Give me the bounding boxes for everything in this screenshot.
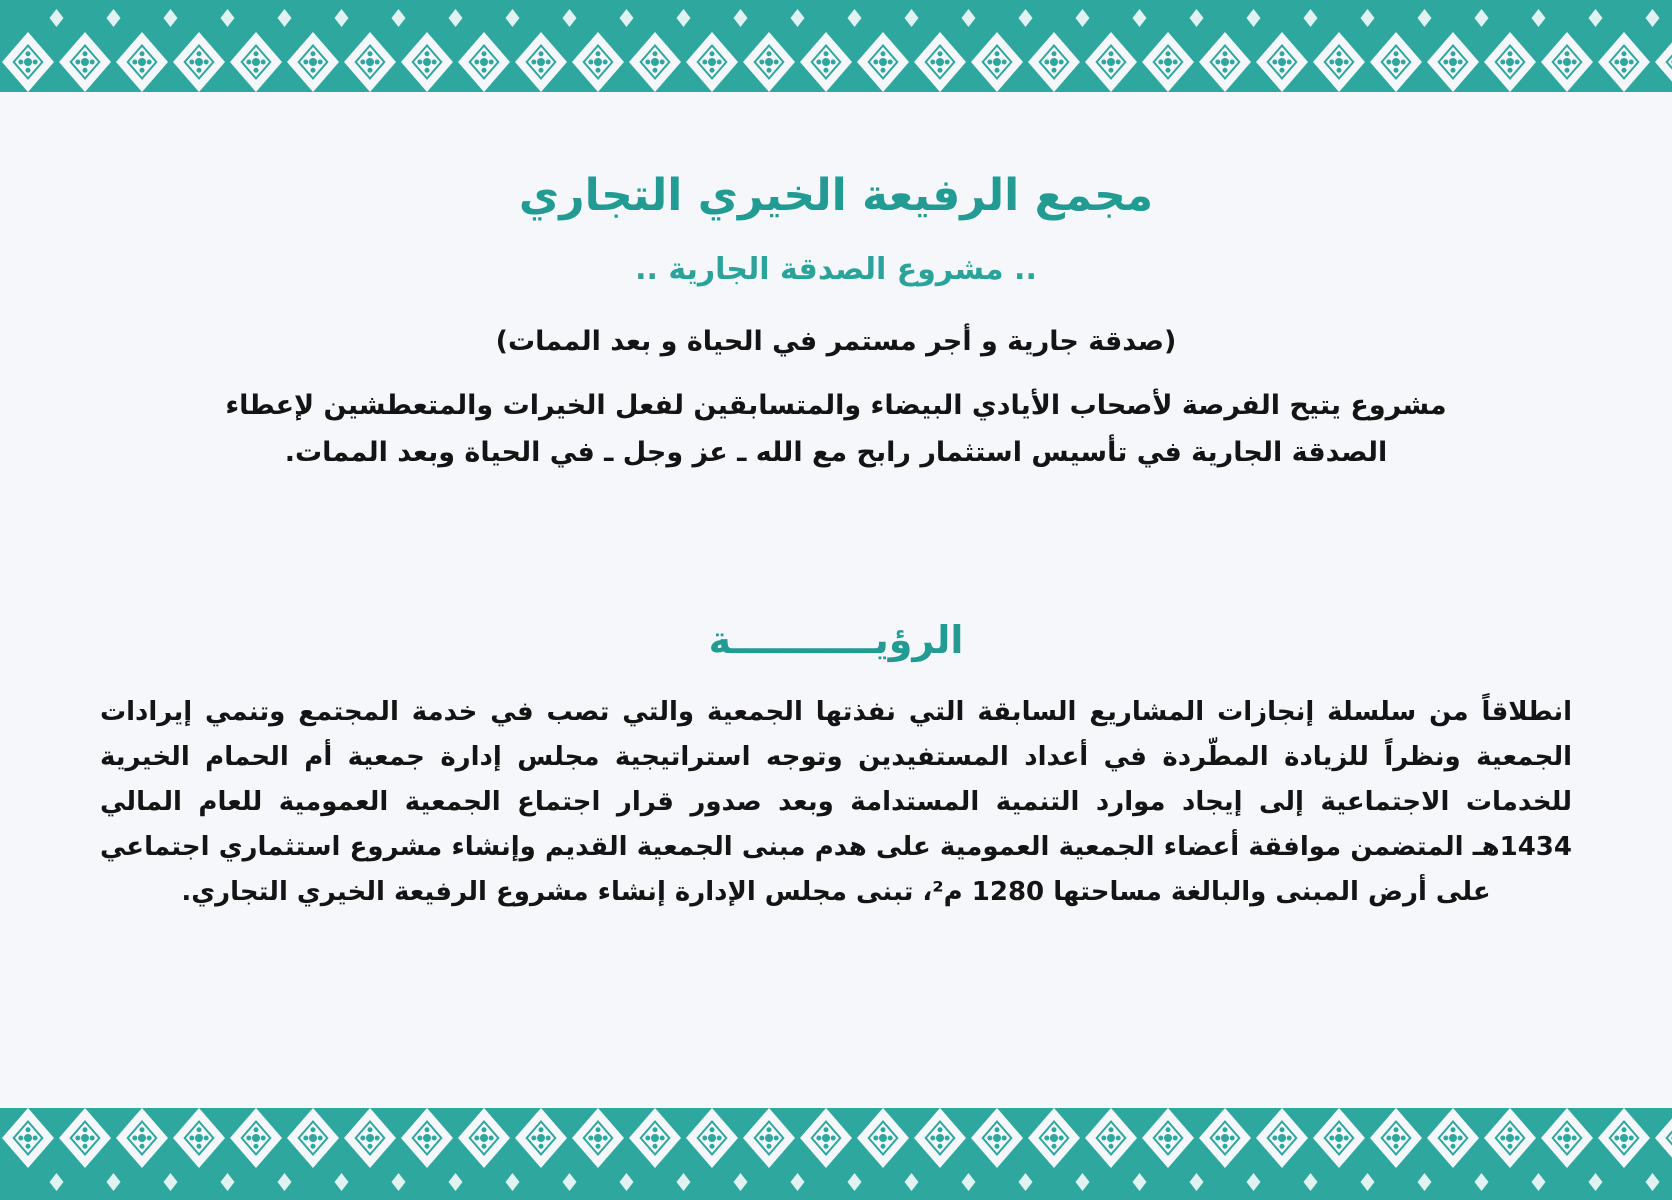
vision-paragraph: انطلاقاً من سلسلة إنجازات المشاريع السابقة التي نفذتها الجمعية والتي تصب في خدمة المجتمع وتنمي إيرادات الجمعية ونظراً للزيادة المطّردة في أعداد المستفيدين وتوجه استراتيجية مجلس إدارة جمعية أم الحمام الخيرية للخدمات الاجتماعية إلى إيجاد موارد التنمية المستدامة وبعد صدور قرار اجتماع الجمعية العمومية للعام المالي 1434هـ المتضمن موافقة أعضاء الجمعية العمومية على هدم مبنى الجمعية القديم وإنشاء مشروع استثماري اجتماعي على أرض المبنى والبالغة مساحتها 1280 م²، تبنى مجلس الإدارة إنشاء مشروع الرفيعة الخيري التجاري.	[100, 697, 1572, 907]
tagline: (صدقة جارية و أجر مستمر في الحياة و بعد الممات)	[495, 326, 1177, 357]
document-body	[90, 0, 1582, 1200]
intro-paragraph: مشروع يتيح الفرصة لأصحاب الأيادي البيضاء والمتسابقين لفعل الخيرات والمتعطشين لإعطاء الصدقة الجارية في تأسيس استثمار رابح مع الله ـ عز وجل ـ في الحياة وبعد الممات.	[225, 390, 1447, 468]
page-title: مجمع الرفيعة الخيري التجاري	[518, 170, 1154, 221]
vision-heading: الرؤيـــــــــــة	[708, 618, 964, 662]
page-subtitle: .. مشروع الصدقة الجارية ..	[635, 252, 1037, 287]
